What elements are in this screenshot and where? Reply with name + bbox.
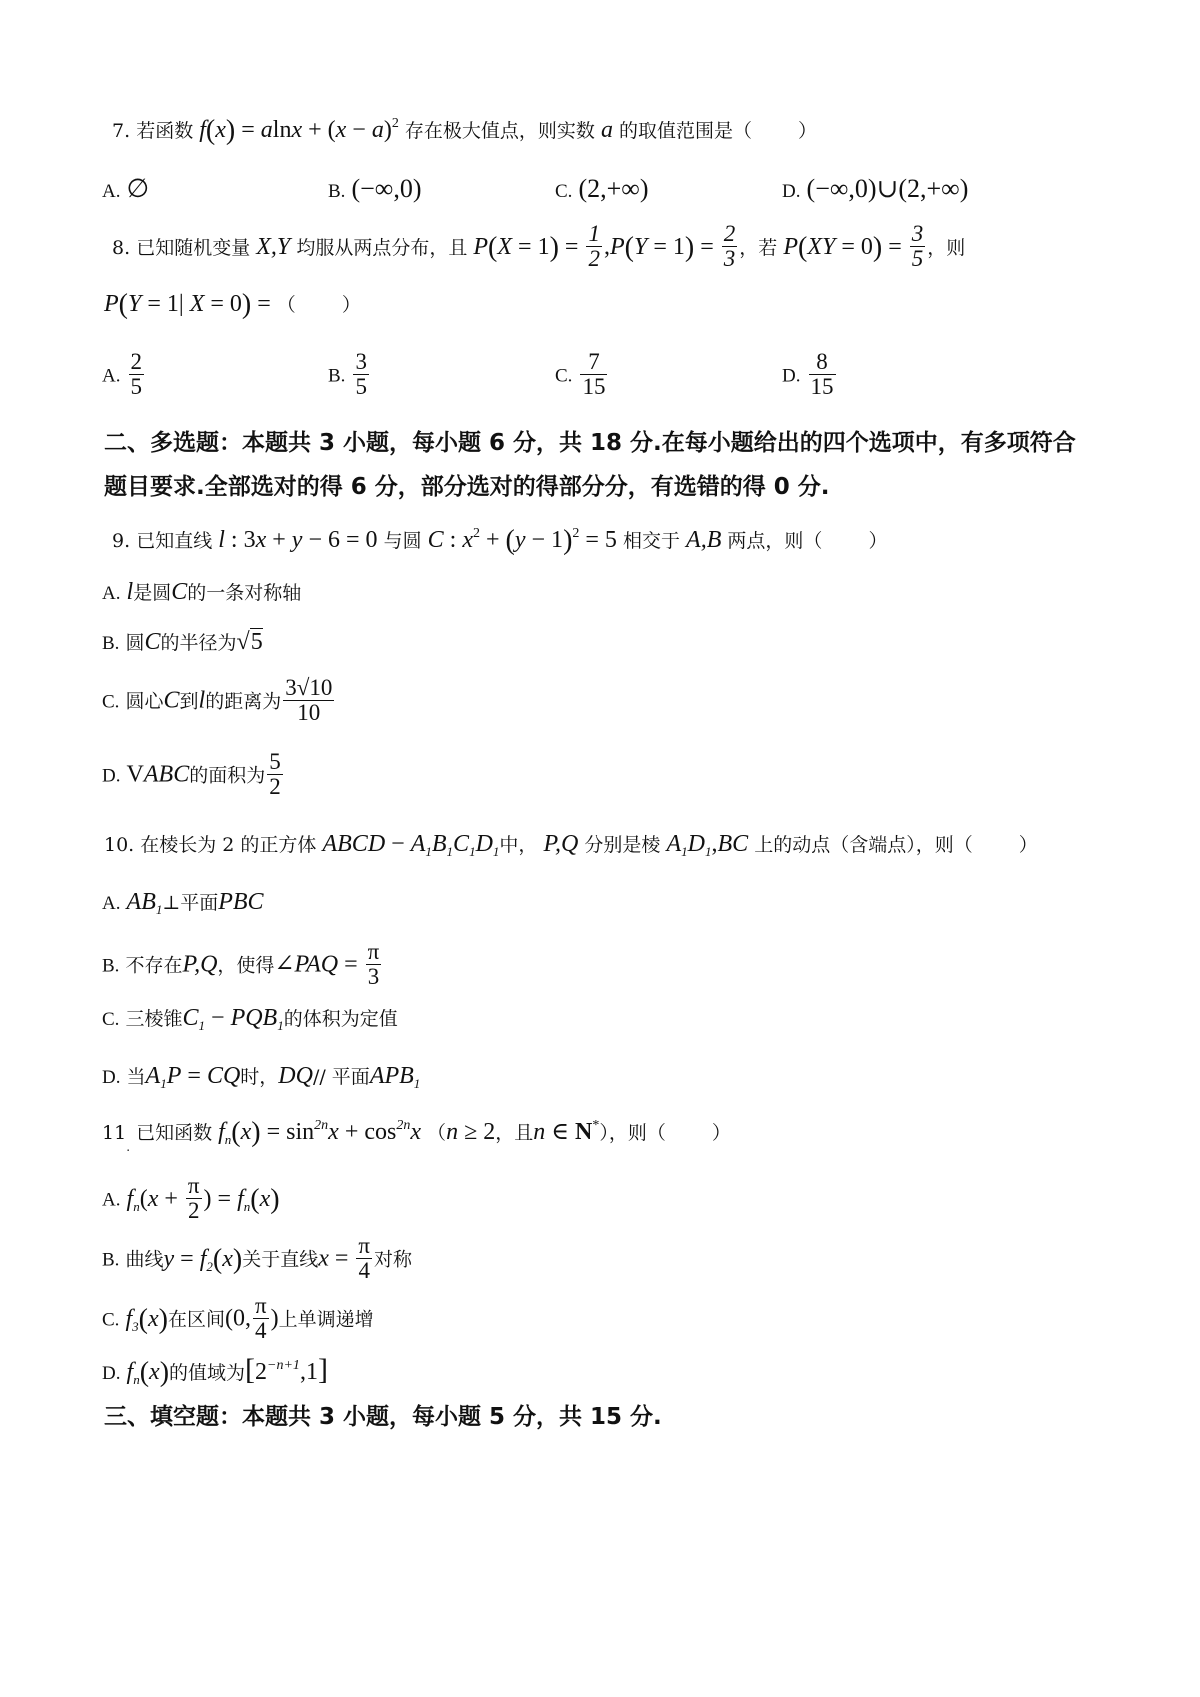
close-paren: ） [798, 120, 818, 142]
question-number: 11 [102, 1122, 127, 1144]
question-text: 中， [499, 834, 538, 856]
question-number: 9. [112, 530, 131, 552]
option-11c[interactable]: C. $f_3(x)$在区间(0, $\frac{\pi}{4}$ )上单调递增 [102, 1293, 374, 1344]
denominator: 10 [283, 700, 334, 725]
option-text: 到 [179, 690, 199, 713]
question-text: 已知函数 [136, 1122, 213, 1144]
conditional-probability: P(Y = 1| X = 0) = [104, 289, 277, 320]
denominator: 2 [269, 774, 281, 800]
question-10 [104, 830, 1038, 860]
cube-name: ABCD − $A_1B_1C_1D_1$ [322, 831, 500, 859]
triangle-symbol: V [126, 761, 144, 788]
intersection-points: A,B [686, 527, 722, 553]
option-text: 在区间 [167, 1308, 225, 1331]
question-number: 8. [112, 237, 131, 260]
question-text: 均服从两点分布，且 [296, 237, 468, 260]
random-variables: X,Y [256, 234, 291, 261]
option-text: 上单调递增 [278, 1308, 374, 1331]
points-pq: P,Q [543, 831, 579, 857]
option-text: 的一条对称轴 [187, 582, 302, 604]
question-text: 已知随机变量 [136, 237, 251, 260]
line-equation: l : 3x + y − 6 = 0 [218, 527, 378, 553]
question-text: 在棱长为 2 的正方体 [140, 834, 317, 856]
option-text: 当 [126, 1066, 146, 1088]
question-8-cont [104, 288, 361, 322]
numerator: 7 [588, 349, 600, 374]
question-text: （ [427, 1122, 447, 1144]
section-3-heading: 三、填空题：本题共 3 小题，每小题 5 分，共 15 分. [104, 1404, 662, 1430]
option-label: B. [102, 1249, 120, 1271]
option-text: 圆 [125, 632, 145, 654]
question-text: ），则（ [599, 1122, 666, 1144]
option-10a[interactable]: A. $AB_1\perp$平面PBC [102, 889, 264, 917]
question-text: 与圆 [383, 530, 422, 552]
question-text: 上的动点（含端点），则（ [754, 834, 973, 856]
question-text: 分别是棱 [584, 834, 661, 856]
option-label: D. [102, 1067, 121, 1088]
option-11a[interactable]: A. $f_n(x$ + $\frac{\pi}{2}$ ) = $f_n(x)$ [102, 1173, 280, 1224]
denominator: 5 [355, 374, 367, 400]
section-2-heading-cont: 题目要求.全部选对的得 6 分，部分选对的得部分分，有选错的得 0 分. [104, 474, 830, 500]
denominator: 15 [582, 374, 606, 400]
option-value: ∅ [126, 174, 150, 203]
question-text: 的取值范围是（ [619, 120, 753, 142]
open-paren: （ [276, 294, 296, 316]
option-text: 的面积为 [189, 764, 266, 787]
edges: $A_1D_1,BC$ [666, 831, 749, 859]
function-formula: $f_n(x) = \sin^{2n}x + \cos^{2n}x$ [218, 1117, 421, 1148]
probability-condition: P(X = 1) = $\frac{1}{2}$ ,P(Y = 1) = $\frac{2}{3}$ [473, 221, 736, 272]
numerator: 5 [269, 749, 281, 774]
question-text: 已知直线 [136, 530, 213, 552]
option-label: B. [102, 955, 120, 977]
option-text: 关于直线 [242, 1248, 319, 1271]
option-label: C. [102, 691, 120, 713]
option-text: 时， [240, 1066, 279, 1088]
option-7c[interactable] [555, 174, 649, 204]
option-text: 曲线 [125, 1248, 164, 1271]
option-text: ，使得 [217, 954, 275, 977]
option-text: 是圆 [133, 582, 172, 604]
numerator: 3 [355, 349, 367, 374]
denominator: 3 [366, 964, 382, 989]
function-formula: $f(x) = alnx + (x - a)^2$ [199, 115, 399, 146]
question-text: 若函数 [136, 120, 194, 142]
option-10b[interactable]: B. 不存在P,Q，使得∠PAQ = $\frac{\pi}{3}$ [102, 939, 380, 990]
question-number: 10. [104, 834, 135, 856]
option-text: 的距离为 [205, 690, 282, 713]
close-paren: ） [711, 1122, 731, 1144]
option-label: A. [102, 365, 121, 387]
option-label: D. [102, 1363, 121, 1384]
option-label: A. [102, 583, 121, 604]
option-7b[interactable] [328, 174, 422, 204]
option-7a[interactable] [102, 174, 149, 204]
question-8 [112, 221, 966, 273]
option-value: (−∞,0)∪(2,+∞) [806, 174, 969, 203]
option-label: A. [102, 181, 121, 202]
option-value: (−∞,0) [351, 174, 422, 203]
points-pq: P,Q [182, 951, 218, 978]
option-label: D. [782, 181, 801, 202]
option-9d[interactable] [102, 749, 285, 801]
option-label: B. [102, 633, 120, 654]
option-label: C. [102, 1009, 120, 1030]
numerator: 3√10 [285, 675, 333, 700]
question-text: ，则 [927, 237, 966, 260]
option-label: A. [102, 1189, 121, 1211]
option-text: 的半径为 [160, 632, 237, 654]
option-label: B. [328, 181, 346, 202]
question-text: 两点，则（ [727, 530, 823, 552]
option-text: // 平面 [312, 1066, 370, 1088]
option-11d[interactable]: D. $f_n(x)$的值域为$[2^{-n+1},1]$ [102, 1353, 328, 1388]
option-7d[interactable] [782, 174, 968, 204]
option-9c[interactable]: C. 圆心C到l的距离为 $\frac{3√10}{10}$ [102, 675, 333, 726]
option-8b[interactable] [328, 349, 371, 401]
close-paren: ） [341, 294, 361, 316]
close-paren: ） [1018, 834, 1038, 856]
option-8d[interactable] [782, 349, 838, 401]
question-9 [112, 524, 887, 558]
denominator: 15 [810, 374, 834, 400]
question-text: 相交于 [622, 530, 680, 552]
question-text: 存在极大值点，则实数 [404, 120, 595, 142]
option-10d[interactable]: D. 当$A_1P$ = CQ时，DQ// 平面$APB_1$ [102, 1063, 421, 1091]
numerator: 2 [130, 349, 143, 374]
triangle-name: ABC [143, 761, 190, 788]
question-text: ，且 [495, 1122, 534, 1144]
section-2-heading: 二、多选题：本题共 3 小题，每小题 6 分，共 18 分.在每小题给出的四个选项中，有多项符合 [104, 430, 1076, 456]
option-text: 的体积为定值 [283, 1008, 398, 1030]
joint-probability: P(XY = 0) = $\frac{3}{5}$ [783, 221, 924, 272]
option-9b[interactable]: B. 圆C的半径为√5 [102, 629, 263, 655]
option-label: C. [555, 181, 573, 202]
question-text: ，若 [739, 237, 778, 260]
numerator: 8 [816, 349, 828, 374]
question-number: 7. [112, 120, 131, 142]
option-value: (2,+∞) [578, 174, 649, 203]
circle-equation: C : $x^2 + (y - 1)^2 = 5$ [427, 525, 617, 556]
variable-a: a [600, 117, 613, 143]
option-8c[interactable] [555, 349, 609, 401]
question-11: $11_.$ 已知函数 $f_n(x) = \sin^{2n}x + \cos^{2n}x$ （n ≥ 2，且n ∈ N*），则（ ） [102, 1117, 731, 1154]
option-label: A. [102, 893, 121, 914]
numerator: π [367, 939, 380, 964]
option-label: D. [102, 765, 121, 787]
option-text: 三棱锥 [125, 1008, 183, 1030]
option-label: D. [782, 365, 801, 387]
close-paren: ） [868, 530, 888, 552]
option-8a[interactable] [102, 349, 146, 401]
option-9a[interactable]: A. l是圆C的一条对称轴 [102, 579, 302, 605]
option-text: 对称 [374, 1248, 413, 1271]
option-label: C. [555, 365, 573, 387]
option-text: ⊥平面 [162, 892, 219, 914]
option-text: 圆心 [125, 690, 164, 713]
option-label: C. [102, 1309, 120, 1331]
denominator: 5 [130, 374, 143, 400]
option-text: 的值域为 [169, 1362, 246, 1384]
option-text: 不存在 [125, 954, 183, 977]
question-7 [112, 114, 817, 148]
option-11b[interactable]: B. 曲线$y = f_2(x)$关于直线x = $\frac{\pi}{4}$ 对称 [102, 1233, 413, 1284]
option-label: B. [328, 365, 346, 387]
plane-name: PBC [218, 889, 264, 915]
option-10c[interactable]: C. 三棱锥$C_1 - PQB_1$的体积为定值 [102, 1005, 398, 1033]
